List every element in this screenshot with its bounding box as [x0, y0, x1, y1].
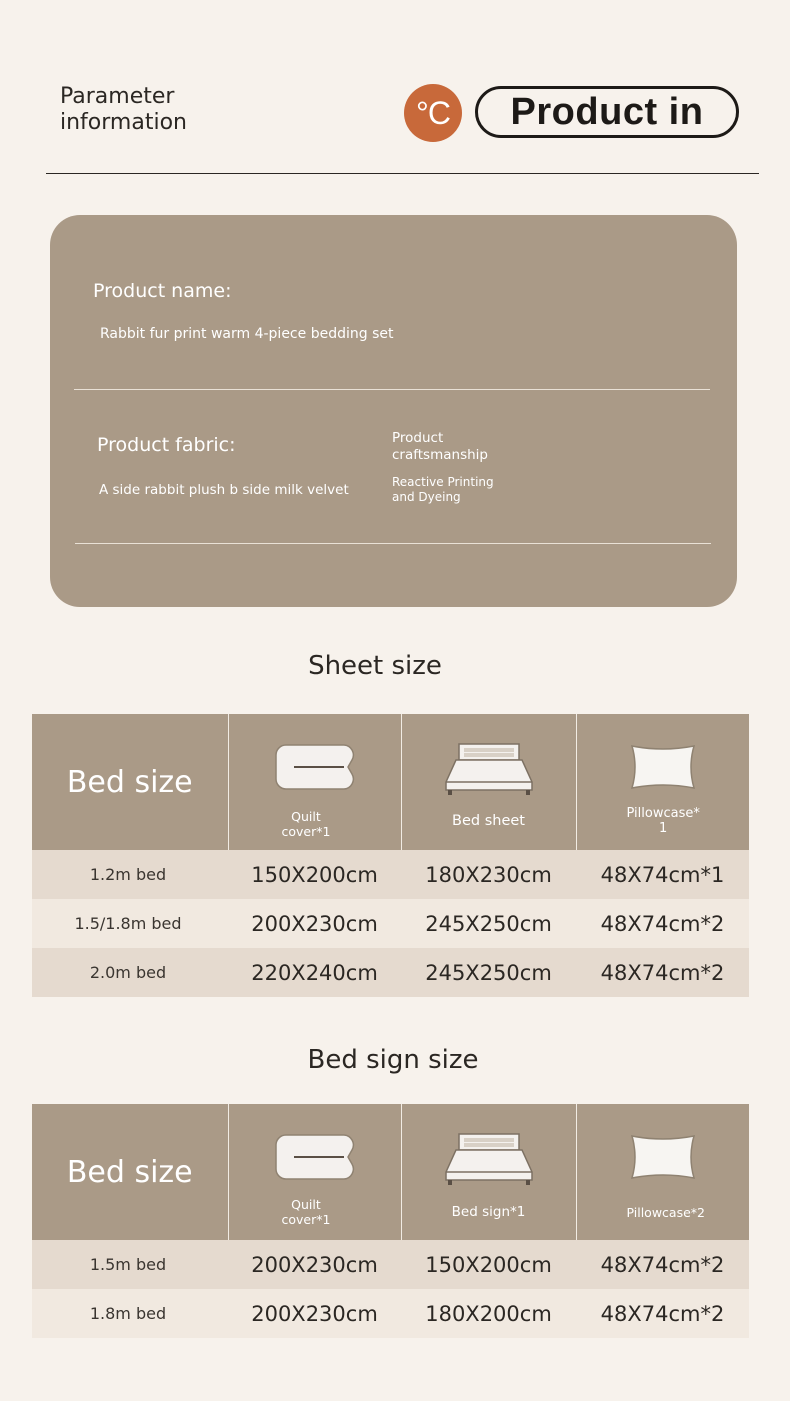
- product-info-card: [50, 215, 737, 607]
- bed-sign-size-title: Bed sign size: [307, 1045, 479, 1075]
- quilt-cover-cell: 200X230cm: [228, 899, 401, 948]
- bed-size-cell: 1.8m bed: [32, 1289, 228, 1338]
- page-title: Parameter information: [60, 84, 187, 135]
- bed-sign-label: Bed sign*1: [451, 1204, 526, 1220]
- craftsmanship-value: Reactive Printing and Dyeing: [392, 475, 494, 504]
- quilt-cover-cell: 220X240cm: [228, 948, 401, 997]
- table-row: [32, 1240, 749, 1289]
- quilt-cover-label: Quilt cover*1: [281, 1197, 331, 1227]
- bed-sheet-header: [401, 714, 576, 850]
- bed-size-cell: 1.5m bed: [32, 1240, 228, 1289]
- pillowcase-cell: 48X74cm*2: [576, 899, 749, 948]
- table-row: [32, 1289, 749, 1338]
- bed-sheet-label: Bed sheet: [452, 813, 525, 829]
- quilt-cover-cell: 200X230cm: [228, 1240, 401, 1289]
- bed-sign-size-table: [32, 1104, 749, 1338]
- bed-size-cell: 1.2m bed: [32, 850, 228, 899]
- table-row: [32, 899, 749, 948]
- pillow-icon: [577, 1134, 750, 1180]
- product-name-value: Rabbit fur print warm 4-piece bedding set: [100, 326, 394, 342]
- table-row: [32, 948, 749, 997]
- quilt-cover-header: [228, 714, 401, 850]
- pillowcase-cell: 48X74cm*1: [576, 850, 749, 899]
- quilt-icon: [229, 742, 401, 792]
- quilt-cover-header: [228, 1104, 401, 1240]
- sheet-size-table: [32, 714, 749, 997]
- header-divider: [46, 173, 759, 174]
- card-divider: [75, 543, 711, 544]
- product-fabric-value: A side rabbit plush b side milk velvet: [99, 482, 349, 498]
- table-row: [32, 850, 749, 899]
- pillowcase-cell: 48X74cm*2: [576, 1289, 749, 1338]
- quilt-cover-cell: 200X230cm: [228, 1289, 401, 1338]
- bed-sign-cell: 150X200cm: [401, 1240, 576, 1289]
- craftsmanship-label: Product craftsmanship: [392, 430, 488, 463]
- quilt-cover-cell: 150X200cm: [228, 850, 401, 899]
- pillowcase-header: [576, 714, 749, 850]
- sheet-size-title: Sheet size: [308, 651, 442, 681]
- bed-size-cell: 2.0m bed: [32, 948, 228, 997]
- pillowcase-header: [576, 1104, 749, 1240]
- pillowcase-label: Pillowcase*2: [626, 1205, 705, 1220]
- bed-sign-cell: 180X200cm: [401, 1289, 576, 1338]
- bed-sign-header: [401, 1104, 576, 1240]
- quilt-icon: [229, 1132, 401, 1182]
- bed-icon: [402, 742, 576, 796]
- temperature-badge-icon: °C: [404, 84, 462, 142]
- bed-icon: [402, 1132, 576, 1186]
- card-divider: [74, 389, 710, 390]
- bed-size-header: Bed size: [32, 714, 228, 850]
- bed-sheet-cell: 245X250cm: [401, 948, 576, 997]
- product-name-label: Product name:: [93, 280, 232, 302]
- product-in-badge: Product in: [475, 86, 739, 138]
- pillowcase-label: Pillowcase* 1: [626, 806, 700, 836]
- bed-sheet-cell: 245X250cm: [401, 899, 576, 948]
- bed-size-header: Bed size: [32, 1104, 228, 1240]
- pillow-icon: [577, 744, 750, 790]
- bed-size-cell: 1.5/1.8m bed: [32, 899, 228, 948]
- quilt-cover-label: Quilt cover*1: [281, 809, 331, 839]
- bed-sheet-cell: 180X230cm: [401, 850, 576, 899]
- pillowcase-cell: 48X74cm*2: [576, 948, 749, 997]
- pillowcase-cell: 48X74cm*2: [576, 1240, 749, 1289]
- product-fabric-label: Product fabric:: [97, 434, 236, 456]
